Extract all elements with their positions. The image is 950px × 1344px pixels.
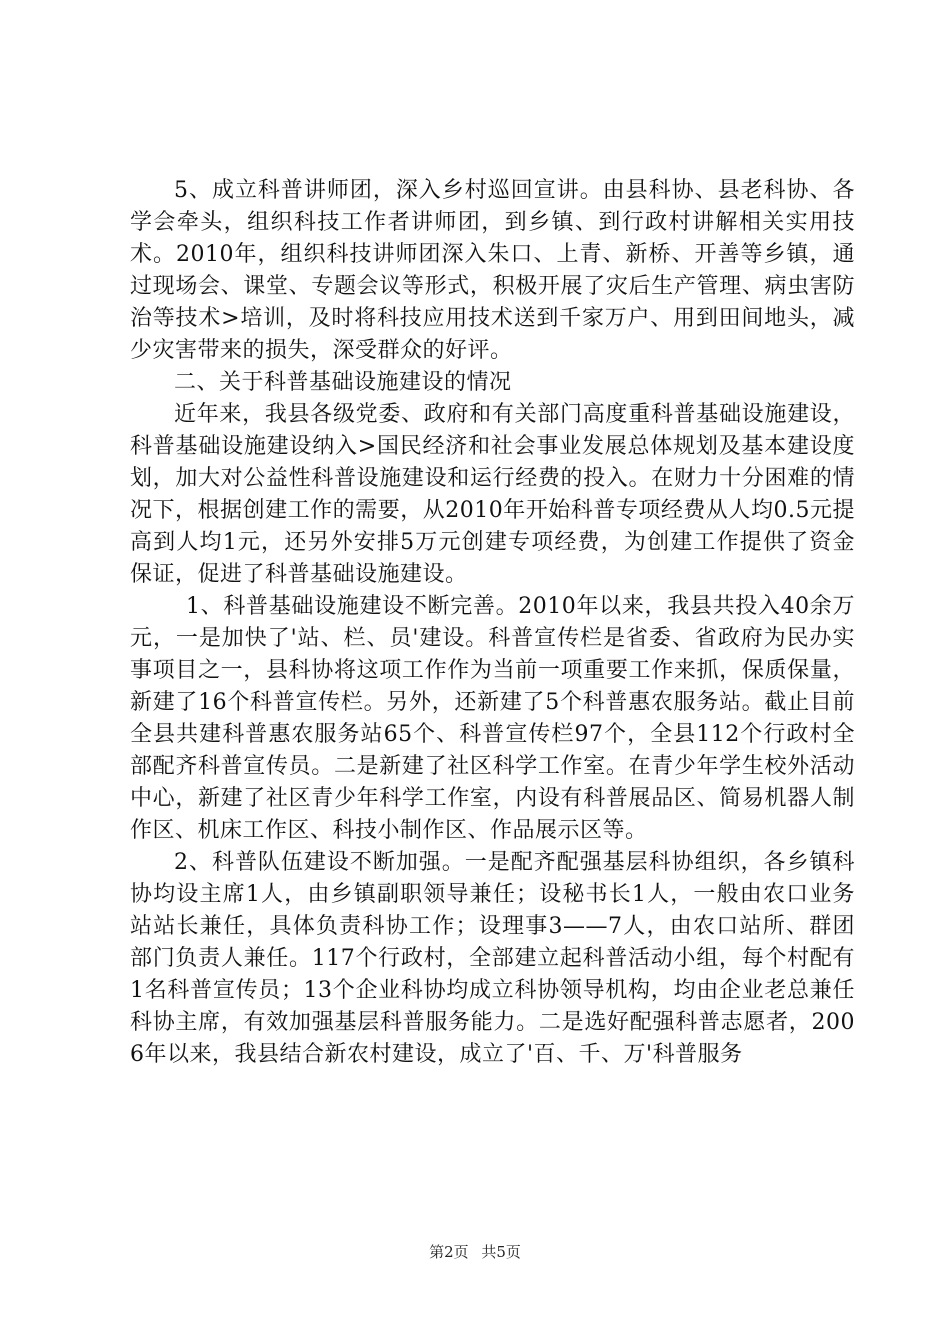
page-number-current: 第2页 (429, 1243, 469, 1261)
page-number-total: 共5页 (481, 1243, 521, 1261)
paragraph-team-building: 2、科普队伍建设不断加强。一是配齐配强基层科协组织，各乡镇科协均设主席1人，由乡镇副职领导兼任；设秘书长1人，一般由农口业务站站长兼任，具体负责科协工作；设理事3——7人，由农口站所、群团部门负责人兼任。117个行政村，全部建立起科普活动小组，每个村配有1名科普宣传员；13个企业科协均成立科协领导机构，均由企业老总兼任科协主席，有效加强基层科普服务能力。二是选好配强科普志愿者，2006年以来，我县结合新农村建设，成立了'百、千、万'科普服务 (130, 850, 855, 1067)
page-footer (0, 1242, 950, 1262)
paragraph-infrastructure-improvement: 1、科普基础设施建设不断完善。2010年以来，我县共投入40余万元，一是加快了'站、栏、员'建设。科普宣传栏是省委、省政府为民办实事项目之一，县科协将这项工作作为当前一项重要工作来抓，保质保量，新建了16个科普宣传栏。另外，还新建了5个科普惠农服务站。截止目前全县共建科普惠农服务站65个、科普宣传栏97个，全县112个行政村全部配齐科普宣传员。二是新建了社区科学工作室。在青少年学生校外活动中心，新建了社区青少年科学工作室，内设有科普展品区、简易机器人制作区、机床工作区、科技小制作区、作品展示区等。 (130, 594, 855, 843)
section-heading-infrastructure: 二、关于科普基础设施建设的情况 (174, 370, 512, 395)
paragraph-infrastructure-overview: 近年来，我县各级党委、政府和有关部门高度重科普基础设施建设，科普基础设施建设纳入>国民经济和社会事业发展总体规划及基本建设度划，加大对公益性科普设施建设和运行经费的投入。在财力十分困难的情况下，根据创建工作的需要，从2010年开始科普专项经费从人均0.5元提高到人均1元，还另外安排5万元创建专项经费，为创建工作提供了资金保证，促进了科普基础设施建设。 (130, 402, 855, 587)
paragraph-lecturer-group: 5、成立科普讲师团，深入乡村巡回宣讲。由县科协、县老科协、各学会牵头，组织科技工作者讲师团，到乡镇、到行政村讲解相关实用技术。2010年，组织科技讲师团深入朱口、上青、新桥、开善等乡镇，通过现场会、课堂、专题会议等形式，积极开展了灾后生产管理、病虫害防治等技术>培训，及时将科技应用技术送到千家万户、用到田间地头，减少灾害带来的损失，深受群众的好评。 (130, 178, 855, 363)
document-body (130, 175, 855, 1071)
